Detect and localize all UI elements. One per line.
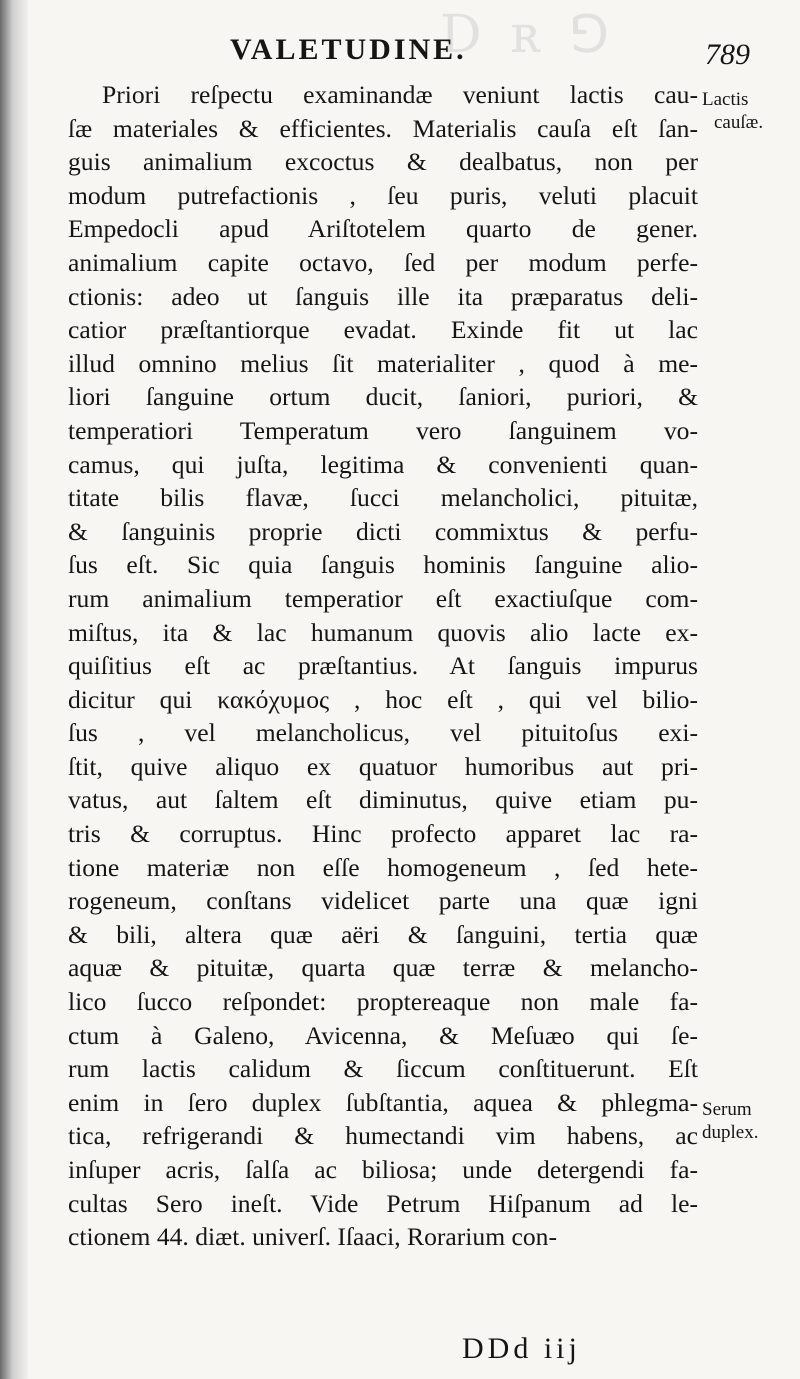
margin-note-serum-duplex <box>702 1098 798 1144</box>
text-line: cultas Sero ineſt. Vide Petrum Hiſpanum ad le- <box>68 1188 698 1218</box>
text-line: Priori reſpectu examinandæ veniunt lactis cau- <box>102 80 698 109</box>
text-line: dicitur qui κακόχυμος , hoc eſt , qui vel bilio- <box>68 684 698 714</box>
text-line: ſus eſt. Sic quia ſanguis hominis ſanguine alio- <box>68 550 698 580</box>
text-line: quiſitius eſt ac præſtantius. At ſanguis impurus <box>68 651 698 681</box>
bleed-through-ghost-text: D ʀ ⅁ <box>440 5 616 65</box>
text-line: & bili, altera quæ aëri & ſanguini, tertia quæ <box>68 919 698 949</box>
margin-note-lactis-causae <box>702 88 798 134</box>
margin-note-line: Serum <box>702 1099 752 1120</box>
text-line: miſtus, ita & lac humanum quovis alio lacte ex- <box>68 617 698 647</box>
text-line: modum putrefactionis , ſeu puris, veluti placuit <box>68 180 698 210</box>
text-line: rum animalium temperatior eſt exactiuſque com- <box>68 583 698 613</box>
text-line: catior præſtantiorque evadat. Exinde fit ut lac <box>68 315 698 345</box>
margin-note-line: cauſæ. <box>714 112 764 133</box>
text-line: temperatiori Temperatum vero ſanguinem vo- <box>68 415 698 445</box>
text-line: liori ſanguine ortum ducit, ſaniori, puriori, & <box>68 382 698 412</box>
text-line: Empedocli apud Ariſtotelem quarto de gener. <box>68 214 698 244</box>
text-line: tris & corruptus. Hinc profecto apparet lac ra- <box>68 819 698 849</box>
text-line: illud omnino melius ſit materialiter , quod à me- <box>68 348 698 378</box>
text-line: ctionis: adeo ut ſanguis ille ita præparatus deli- <box>68 281 698 311</box>
text-line: & ſanguinis proprie dicti commixtus & perfu- <box>68 516 698 546</box>
text-line: rum lactis calidum & ſiccum conſtituerunt. Eſt <box>68 1054 698 1084</box>
margin-note-line: duplex. <box>702 1122 759 1143</box>
text-line: lico ſucco reſpondet: proptereaque non male fa- <box>68 987 698 1017</box>
text-line: aquæ & pituitæ, quarta quæ terræ & melancho- <box>68 953 698 983</box>
text-line: ſus , vel melancholicus, vel pituitoſus exi- <box>68 718 698 748</box>
text-line: tica, refrigerandi & humectandi vim habens, ac <box>68 1121 698 1151</box>
body-text <box>68 78 698 1254</box>
margin-note-line: Lactis <box>702 89 749 110</box>
catchword-signature: DDd iij <box>462 1332 581 1365</box>
gutter-shadow <box>0 0 28 1379</box>
running-head: VALETUDINE. <box>230 33 467 66</box>
text-line: guis animalium excoctus & dealbatus, non per <box>68 147 698 177</box>
text-line: ctionem 44. diæt. univerſ. Iſaaci, Rorarium con- <box>68 1222 557 1252</box>
page-number: 789 <box>705 38 750 71</box>
text-line: camus, qui juſta, legitima & convenienti quan- <box>68 449 698 479</box>
text-line: ctum à Galeno, Avicenna, & Meſuæo qui ſe- <box>68 1020 698 1050</box>
text-line: titate bilis flavæ, ſucci melancholici, pituitæ, <box>68 483 698 513</box>
text-line: tione materiæ non eſſe homogeneum , ſed hete- <box>68 852 698 882</box>
text-line: animalium capite octavo, ſed per modum perfe- <box>68 247 698 277</box>
text-line: vatus, aut ſaltem eſt diminutus, quive etiam pu- <box>68 785 698 815</box>
text-line: rogeneum, conſtans videlicet parte una quæ igni <box>68 886 698 916</box>
text-line: enim in ſero duplex ſubſtantia, aquea & phlegma- <box>68 1087 698 1117</box>
text-line: inſuper acris, ſalſa ac biliosa; unde detergendi fa- <box>68 1155 698 1184</box>
text-line: ſtit, quive aliquo ex quatuor humoribus aut pri- <box>68 751 698 781</box>
text-line: ſæ materiales & efficientes. Materialis cauſa eſt ſan- <box>68 113 698 143</box>
